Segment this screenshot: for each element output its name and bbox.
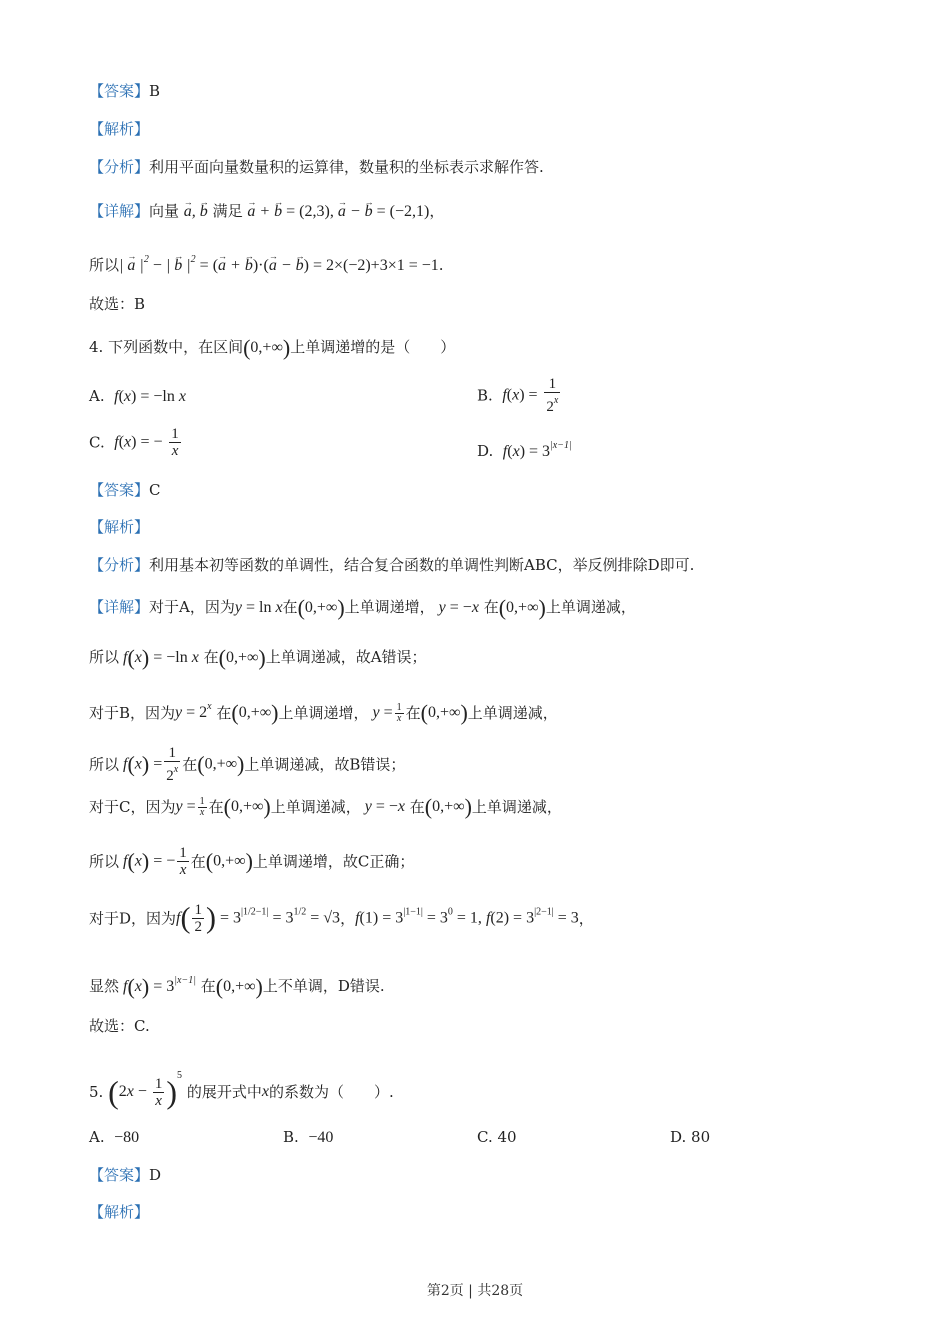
q4-detail-5: 对于C，因为y = $\frac{1}{x}$ 在(0,+∞)上单调递减， y = −x 在(0,+∞)上单调递减，	[89, 794, 562, 819]
q4-detail-7: 对于D，因为f( $\frac{1}{2}$ ) = $3^{|1/2-1|} = 3^{1/2} = √3$，$f(1) = 3^{|1-1|} = 3^0 = 1$, $f(2) = 3^{|2-1|} = 3$，	[89, 901, 594, 935]
q5-analysis-tag: 【解析】	[89, 1204, 150, 1221]
q4-conclusion: 故选：C.	[89, 1017, 150, 1035]
q5-option-d: D. 80	[670, 1128, 711, 1146]
page-footer: 第2页 | 共28页	[426, 1283, 524, 1299]
q4-detail-8: 显然 $f(x) = 3^{|x-1|}$ 在(0,+∞)上不单调，D错误.	[89, 974, 385, 999]
q3-fenxi: 【分析】利用平面向量数量积的运算律，数量积的坐标表示求解作答.	[89, 158, 544, 176]
q4-analysis-tag: 【解析】	[89, 519, 150, 536]
q5-answer: 【答案】D	[89, 1166, 162, 1184]
answer-value: B	[149, 82, 161, 100]
q4-detail-4: 所以 f(x) = $\frac{1}{2^x}$ 在(0,+∞)上单调递减，故B错误；	[89, 745, 406, 784]
q4-detail-1: 【详解】对于A，因为y = ln x在(0,+∞)上单调递增， y = −x 在(0,+∞)上单调递减，	[89, 595, 636, 620]
q4-detail-3: 对于B，因为$y = 2^x$ 在(0,+∞)上单调递增， y = $\frac{1}{x}$ 在(0,+∞)上单调递减，	[89, 700, 558, 725]
q3-answer	[89, 81, 160, 102]
q4-option-b: B. f(x) = $\frac{1}{2^x}$	[477, 376, 559, 415]
q3-analysis-tag: 【解析】	[89, 121, 150, 138]
q3-detail-2: 所以| → a $|^2$ − | → b $|^2$ = (→ a + → b)·(→ a − → b) = 2×(−2)+3×1 = −1.	[89, 250, 444, 276]
q3-conclusion: 故选：B	[89, 295, 146, 313]
q4-stem: 4. 下列函数中，在区间(0,+∞)上单调递增的是（ ）	[89, 335, 456, 360]
q4-option-c: C. f(x) = − $\frac{1}{x}$	[89, 426, 179, 459]
q4-option-a: A. f(x) = −ln x	[89, 387, 186, 405]
q5-option-a: A. −80	[89, 1128, 140, 1146]
q5-stem: 5. (2x − $\frac{1}{x}$ )$^5$ 的展开式中x的系数为（ ）.	[89, 1070, 394, 1110]
q4-answer: 【答案】C	[89, 481, 161, 499]
answer-tag: 【答案】	[89, 83, 150, 100]
q5-option-b: B. −40	[283, 1128, 334, 1146]
q5-option-c: C. 40	[477, 1128, 517, 1146]
q4-detail-2: 所以 f(x) = −ln x 在(0,+∞)上单调递减，故A错误；	[89, 645, 427, 670]
q4-fenxi: 【分析】利用基本初等函数的单调性，结合复合函数的单调性判断ABC，举反例排除D即可.	[89, 556, 695, 574]
q4-option-d: D. $f(x) = 3^{|x-1|}$	[477, 440, 572, 460]
q4-detail-6: 所以 f(x) = − $\frac{1}{x}$ 在(0,+∞)上单调递增，故C正确；	[89, 845, 415, 878]
q3-detail-1: 【详解】向量 → a, → b 满足 → a + → b = (2,3), → a − → b = (−2,1)，	[89, 201, 444, 222]
